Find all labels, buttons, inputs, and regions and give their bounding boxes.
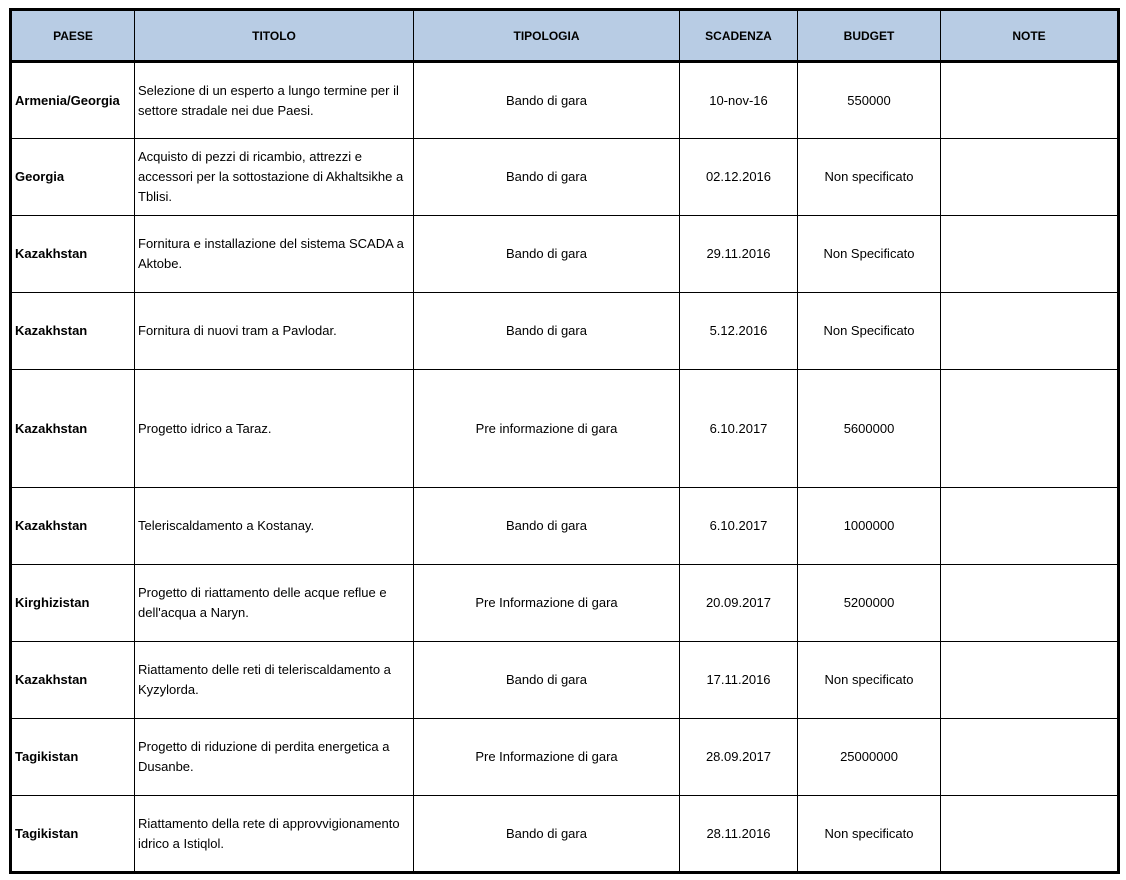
cell-note — [941, 139, 1119, 216]
cell-scadenza: 5.12.2016 — [680, 293, 798, 370]
cell-tipologia: Bando di gara — [414, 796, 680, 873]
cell-paese: Kazakhstan — [11, 488, 135, 565]
cell-note — [941, 293, 1119, 370]
cell-tipologia: Pre Informazione di gara — [414, 719, 680, 796]
cell-paese: Kazakhstan — [11, 642, 135, 719]
cell-note — [941, 565, 1119, 642]
cell-scadenza: 6.10.2017 — [680, 370, 798, 488]
header-scadenza: SCADENZA — [680, 10, 798, 62]
tenders-table — [9, 8, 1120, 874]
table-row — [11, 62, 1119, 139]
cell-note — [941, 796, 1119, 873]
table-row — [11, 293, 1119, 370]
cell-note — [941, 719, 1119, 796]
cell-titolo: Selezione di un esperto a lungo termine per il settore stradale nei due Paesi. — [135, 62, 414, 139]
table-row — [11, 642, 1119, 719]
header-note: NOTE — [941, 10, 1119, 62]
cell-paese: Kirghizistan — [11, 565, 135, 642]
header-tipologia: TIPOLOGIA — [414, 10, 680, 62]
cell-scadenza: 20.09.2017 — [680, 565, 798, 642]
header-paese: PAESE — [11, 10, 135, 62]
cell-scadenza: 28.09.2017 — [680, 719, 798, 796]
cell-scadenza: 17.11.2016 — [680, 642, 798, 719]
cell-budget: 1000000 — [798, 488, 941, 565]
cell-budget: Non specificato — [798, 796, 941, 873]
cell-scadenza: 28.11.2016 — [680, 796, 798, 873]
cell-paese: Kazakhstan — [11, 216, 135, 293]
cell-titolo: Fornitura e installazione del sistema SCADA a Aktobe. — [135, 216, 414, 293]
cell-note — [941, 62, 1119, 139]
cell-note — [941, 370, 1119, 488]
cell-tipologia: Bando di gara — [414, 642, 680, 719]
cell-titolo: Acquisto di pezzi di ricambio, attrezzi e accessori per la sottostazione di Akhaltsikhe a Tblisi. — [135, 139, 414, 216]
cell-budget: 5200000 — [798, 565, 941, 642]
cell-budget: Non specificato — [798, 642, 941, 719]
cell-tipologia: Bando di gara — [414, 488, 680, 565]
cell-budget: Non Specificato — [798, 293, 941, 370]
cell-paese: Kazakhstan — [11, 293, 135, 370]
cell-titolo: Progetto idrico a Taraz. — [135, 370, 414, 488]
table-row — [11, 796, 1119, 873]
cell-tipologia: Bando di gara — [414, 293, 680, 370]
cell-titolo: Progetto di riduzione di perdita energetica a Dusanbe. — [135, 719, 414, 796]
cell-titolo: Fornitura di nuovi tram a Pavlodar. — [135, 293, 414, 370]
table-row — [11, 565, 1119, 642]
cell-titolo: Teleriscaldamento a Kostanay. — [135, 488, 414, 565]
cell-budget: 550000 — [798, 62, 941, 139]
cell-scadenza: 6.10.2017 — [680, 488, 798, 565]
cell-titolo: Riattamento della rete di approvvigionamento idrico a Istiqlol. — [135, 796, 414, 873]
header-titolo: TITOLO — [135, 10, 414, 62]
table-row — [11, 139, 1119, 216]
cell-tipologia: Pre Informazione di gara — [414, 565, 680, 642]
cell-scadenza: 02.12.2016 — [680, 139, 798, 216]
cell-scadenza: 29.11.2016 — [680, 216, 798, 293]
cell-paese: Georgia — [11, 139, 135, 216]
cell-budget: 5600000 — [798, 370, 941, 488]
cell-note — [941, 488, 1119, 565]
cell-paese: Tagikistan — [11, 796, 135, 873]
table-row — [11, 488, 1119, 565]
cell-tipologia: Bando di gara — [414, 216, 680, 293]
cell-scadenza: 10-nov-16 — [680, 62, 798, 139]
table-row — [11, 216, 1119, 293]
cell-paese: Armenia/Georgia — [11, 62, 135, 139]
cell-tipologia: Pre informazione di gara — [414, 370, 680, 488]
header-budget: BUDGET — [798, 10, 941, 62]
header-row — [11, 10, 1119, 62]
table-row — [11, 719, 1119, 796]
cell-budget: 25000000 — [798, 719, 941, 796]
cell-tipologia: Bando di gara — [414, 62, 680, 139]
table-row — [11, 370, 1119, 488]
cell-note — [941, 642, 1119, 719]
cell-titolo: Progetto di riattamento delle acque reflue e dell'acqua a Naryn. — [135, 565, 414, 642]
cell-paese: Kazakhstan — [11, 370, 135, 488]
cell-paese: Tagikistan — [11, 719, 135, 796]
cell-tipologia: Bando di gara — [414, 139, 680, 216]
cell-budget: Non Specificato — [798, 216, 941, 293]
cell-budget: Non specificato — [798, 139, 941, 216]
cell-titolo: Riattamento delle reti di teleriscaldamento a Kyzylorda. — [135, 642, 414, 719]
cell-note — [941, 216, 1119, 293]
